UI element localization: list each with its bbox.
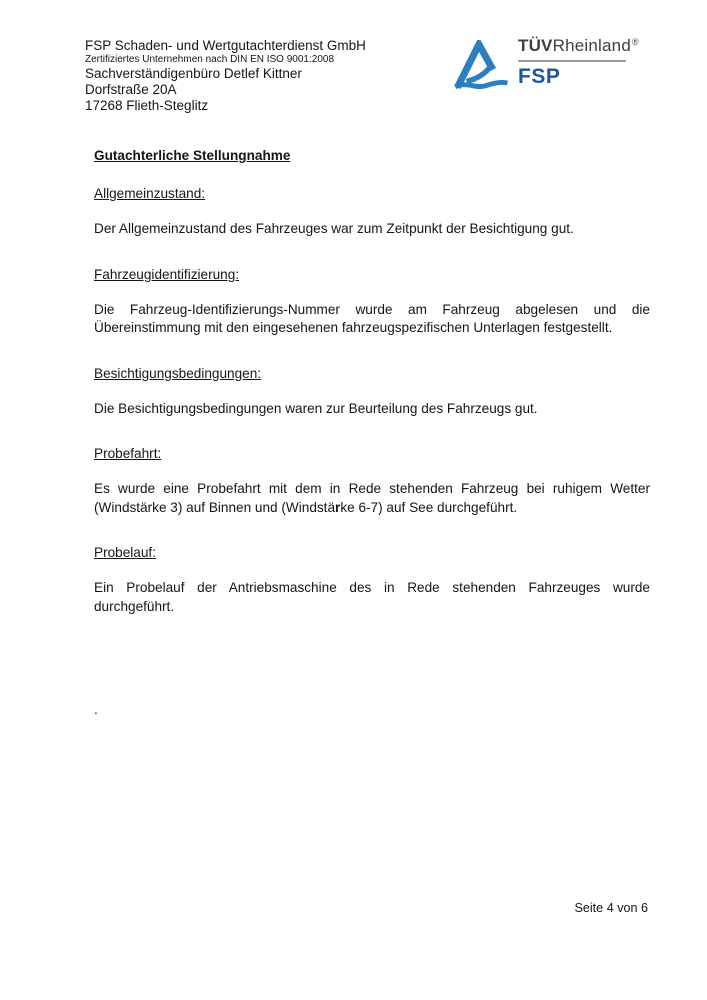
section-heading-besichtigungsbedingungen: Besichtigungsbedingungen: (94, 365, 262, 381)
section-heading-allgemeinzustand: Allgemeinzustand: (94, 186, 206, 201)
fsp-wordmark: FSP (518, 65, 561, 88)
logo-divider-line (518, 60, 626, 62)
city-address: 17268 Flieth-Steglitz (85, 98, 209, 113)
tuv-rheinland-wordmark (518, 36, 639, 58)
section-heading-fahrzeugidentifizierung: Fahrzeugidentifizierung: (94, 266, 240, 282)
probefahrt-text-post: ke 6-7) auf See durchgeführt. (340, 499, 518, 515)
section-body-besichtigungsbedingungen: Die Besichtigungsbedingungen waren zur Beurteilung des Fahrzeugs gut. (94, 400, 538, 416)
page-footer (574, 901, 648, 916)
section-besichtigungsbedingungen (94, 365, 650, 419)
section-fahrzeugidentifizierung (94, 266, 650, 338)
section-probelauf (94, 544, 650, 616)
letterhead-sender-block (85, 38, 366, 114)
section-body-probefahrt (94, 480, 650, 517)
page-number: Seite 4 von 6 (574, 901, 648, 915)
registered-trademark-symbol: ® (631, 37, 639, 47)
office-name: Sachverständigenbüro Detlef Kittner (85, 66, 302, 81)
section-body-fahrzeugidentifizierung: Die Fahrzeug-Identifizierungs-Nummer wurde am Fahrzeug abgelesen und die Übereinstimmung mit den eingesehenen fahrzeugspezifischen Unterlagen festgestellt. (94, 301, 650, 335)
rheinland-wordmark: Rheinland (552, 36, 631, 55)
section-allgemeinzustand (94, 185, 650, 239)
section-body-allgemeinzustand: Der Allgemeinzustand des Fahrzeuges war zum Zeitpunkt der Besichtigung gut. (94, 221, 574, 236)
street-address: Dorfstraße 20A (85, 82, 177, 97)
tuv-wordmark: TÜV (518, 36, 553, 55)
document-title: Gutachterliche Stellungnahme (94, 148, 291, 163)
section-heading-probefahrt: Probefahrt: (94, 446, 162, 461)
company-name: FSP Schaden- und Wertgutachterdienst GmbH (85, 38, 366, 53)
probefahrt-text-bold: r (335, 499, 341, 515)
section-body-probelauf: Ein Probelauf der Antriebsmaschine des in Rede stehenden Fahrzeuges wurde durchgeführt. (94, 580, 650, 614)
report-content (94, 147, 650, 719)
tuv-rheinland-fsp-logo (452, 36, 639, 94)
wave-swoosh-path (455, 82, 507, 87)
certification-line: Zertifiziertes Unternehmen nach DIN EN ISO 9001:2008 (85, 54, 335, 65)
tuv-triangle-wave-icon (452, 40, 508, 94)
probefahrt-text-pre: Es wurde eine Probefahrt mit dem in Rede stehenden Fahrzeug bei ruhigem Wetter (Windstärke 3) auf Binnen und (Windstä (94, 481, 650, 515)
logo-wordmark-block (518, 36, 639, 88)
trailing-period: . (94, 702, 98, 717)
section-probefahrt (94, 445, 650, 517)
section-heading-probelauf: Probelauf: (94, 545, 156, 560)
